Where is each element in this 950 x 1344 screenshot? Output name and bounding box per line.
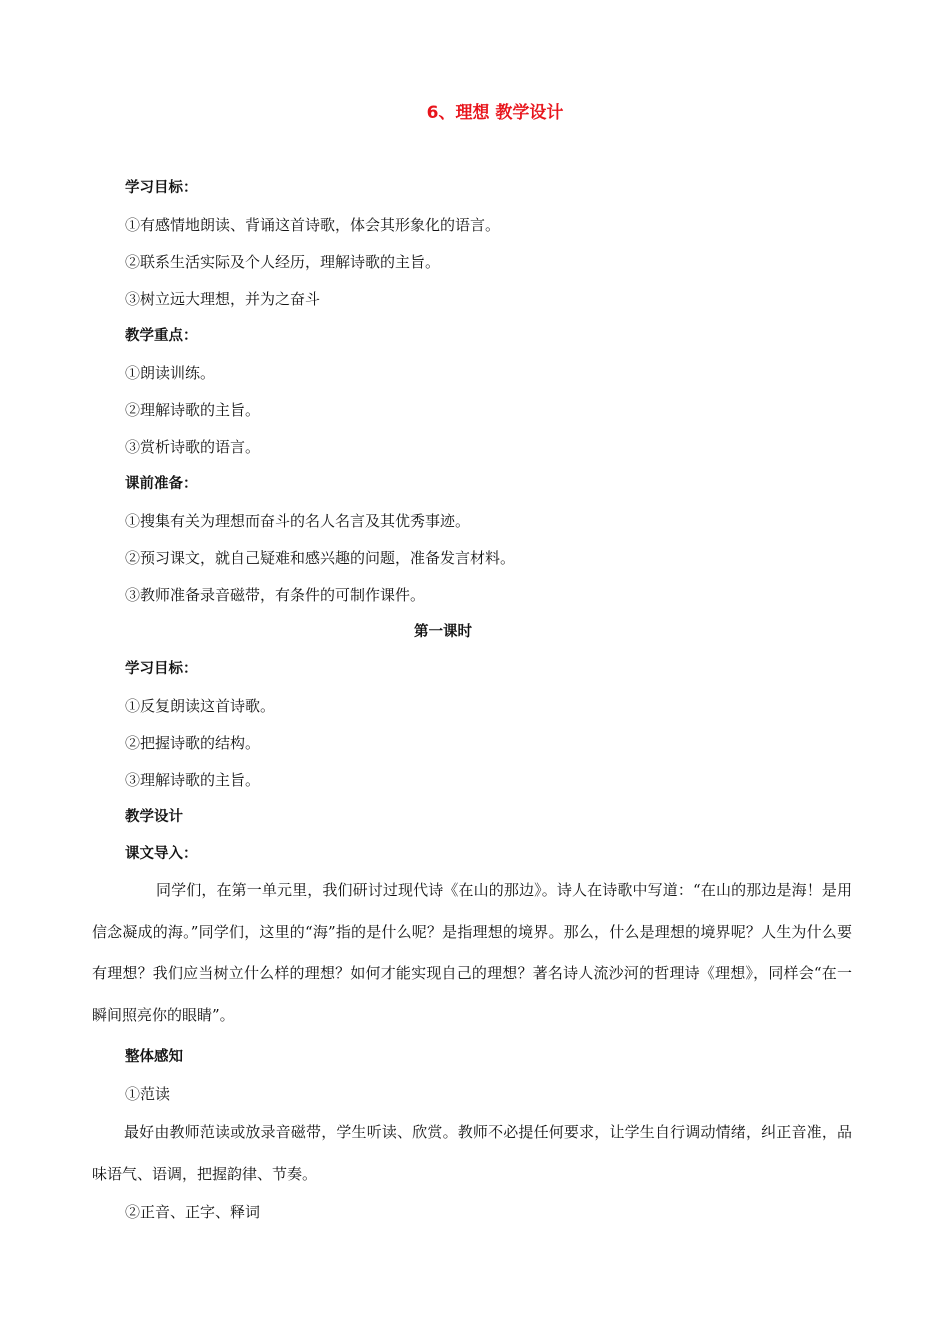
lesson-objective-item: ①反复朗读这首诗歌。 xyxy=(125,697,276,715)
preparation-item: ③教师准备录音磁带，有条件的可制作课件。 xyxy=(125,586,426,604)
lesson-objective-item: ②把握诗歌的结构。 xyxy=(125,734,261,752)
step-label: ①范读 xyxy=(125,1085,171,1103)
key-point-item: ③赏析诗歌的语言。 xyxy=(125,438,261,456)
step-paragraph: 最好由教师范读或放录音磁带，学生听读、欣赏。教师不必提任何要求，让学生自行调动情绪，纠正音准，品味语气、语调，把握韵律、节奏。 xyxy=(92,1123,852,1183)
lesson-objectives-heading: 学习目标： xyxy=(125,661,198,677)
objective-item: ①有感情地朗读、背诵这首诗歌，体会其形象化的语言。 xyxy=(125,216,501,234)
perception-heading: 整体感知 xyxy=(125,1049,183,1065)
document-title: 6、理想 教学设计 xyxy=(426,103,564,123)
design-heading: 教学设计 xyxy=(125,809,183,825)
lesson-objective-item: ③理解诗歌的主旨。 xyxy=(125,771,261,789)
intro-heading: 课文导入： xyxy=(125,846,198,862)
objective-item: ③树立远大理想，并为之奋斗 xyxy=(125,290,321,308)
preparation-item: ①搜集有关为理想而奋斗的名人名言及其优秀事迹。 xyxy=(125,512,471,530)
intro-paragraph: 同学们，在第一单元里，我们研讨过现代诗《在山的那边》。诗人在诗歌中写道：“在山的那边是海！是用信念凝成的海。”同学们，这里的“海”指的是什么呢？是指理想的境界。那么，什么是理想的境界呢？人生为什么要有理想？我们应当树立什么样的理想？如何才能实现自己的理想？著名诗人流沙河的哲理诗《理想》，同样会“在一瞬间照亮你的眼睛”。 xyxy=(92,881,852,1024)
key-points-heading: 教学重点： xyxy=(125,328,198,344)
lesson-heading: 第一课时 xyxy=(414,624,472,640)
preparation-heading: 课前准备： xyxy=(125,476,198,492)
preparation-item: ②预习课文，就自己疑难和感兴趣的问题，准备发言材料。 xyxy=(125,549,516,567)
objective-item: ②联系生活实际及个人经历，理解诗歌的主旨。 xyxy=(125,253,441,271)
key-point-item: ②理解诗歌的主旨。 xyxy=(125,401,261,419)
objectives-heading: 学习目标： xyxy=(125,180,198,196)
key-point-item: ①朗读训练。 xyxy=(125,364,216,382)
step-label: ②正音、正字、释词 xyxy=(125,1203,261,1221)
